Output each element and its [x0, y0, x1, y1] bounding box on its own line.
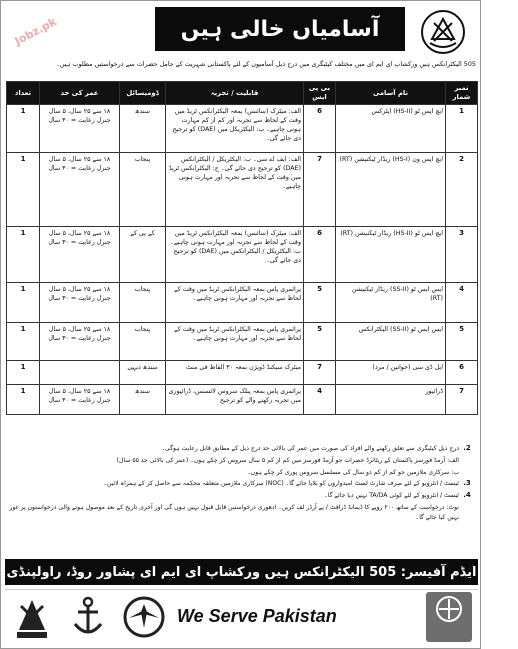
note-number: 4.: [463, 491, 471, 500]
army-crest-icon: [11, 594, 53, 640]
cell-serial: 2: [446, 153, 478, 227]
note-number: 2.: [463, 444, 471, 452]
note-text: ٹیسٹ / انٹرویو کے لئے صرف شارٹ لسٹ امیدواروں کو بلایا جائے گا۔ (NOC) سرکاری ملازمین متعلقہ محکمہ سے حاصل کر کے ہمراہ لائیں۔: [103, 480, 459, 488]
cell-serial: 3: [446, 227, 478, 283]
notes-section: [7, 444, 475, 525]
cell-count: 1: [7, 105, 40, 153]
note-text: درج ذیل کیٹیگری سے تعلق رکھنے والے افراد کی صورت میں عمر کی بالائی حد درج ذیل کے مطابق قابل رعایت ہوگی۔: [161, 445, 459, 452]
cell-qualification: الف: ایف اے سی۔ ب: الیکٹریکل / الیکٹرانکس (DAE) کو ترجیح دی جائے گی۔ ج: الیکٹرانکس ٹریڈ میں وقت کے لحاظ سے تجربہ اور مہارت ہونی چاہیے۔: [166, 153, 304, 227]
cell-domicile: کے پی کے: [120, 227, 166, 283]
cell-domicile: پنجاب: [120, 323, 166, 361]
ispr-emblem-icon: [426, 592, 472, 626]
cell-bps: 4: [304, 385, 336, 415]
cell-post: ایچ ایس ٹو (HS-II) ریڈار ٹیکنیشن (RT): [336, 227, 446, 283]
note-item: [7, 491, 475, 501]
cell-bps: 6: [304, 227, 336, 283]
cell-post: ایس ایس ٹو (SS-II) الیکٹرانکس: [336, 323, 446, 361]
cell-age: ۱۸ سے ۲۵ سال، ۵ سال جنرل رعایت = ۳۰ سال: [40, 283, 120, 323]
navy-anchor-icon: [67, 594, 109, 640]
table-row: [7, 227, 478, 283]
note-text: نوٹ: درخواست کے ساتھ ۲۰۰ روپے کا ڈیمانڈ ڈرافٹ / پے آرڈر لف کریں۔ ادھوری درخواستیں قابل قبول نہیں ہوں گی اور آخری تاریخ کے بعد موصول ہونے والی درخواستوں پر غور نہیں کیا جائے گا۔: [9, 503, 459, 521]
table-row: [7, 105, 478, 153]
col-header-bps: بی پی ایس: [304, 82, 336, 105]
cell-bps: 7: [304, 361, 336, 385]
table-row: [7, 385, 478, 415]
army-emblem-icon: [420, 9, 466, 55]
cell-domicile: پنجاب: [120, 283, 166, 323]
cell-count: 1: [7, 283, 40, 323]
col-header-serial: نمبر شمار: [446, 82, 478, 105]
cell-qualification: الف: میٹرک (سائنس) بمعہ الیکٹرانکس ٹریڈ میں وقت کے لحاظ سے تجربہ اور کم از کم مہارت ہونی چاہیے۔ ب: الیکٹریکل میں (DAE) کو ترجیح دی جائے گی۔: [166, 105, 304, 153]
cell-serial: 5: [446, 323, 478, 361]
cell-post: ایچ ایس ٹو (HS-II) ایٹرکس: [336, 105, 446, 153]
col-header-qualification: قابلیت / تجربہ: [166, 82, 304, 105]
cell-age: ۱۸ سے ۲۵ سال، ۵ سال جنرل رعایت = ۳۰ سال: [40, 105, 120, 153]
cell-count: 1: [7, 323, 40, 361]
cell-count: 1: [7, 227, 40, 283]
cell-bps: 6: [304, 105, 336, 153]
watermark-text: Jobz.pk: [12, 15, 59, 48]
vacancies-table: [6, 81, 478, 415]
footer-logos: [5, 589, 506, 645]
cell-domicile: سندھ: [120, 385, 166, 415]
note-number: [459, 456, 475, 466]
cell-domicile: سندھ دیہی: [120, 361, 166, 385]
cell-qualification: الف: میٹرک (سائنس) بمعہ الیکٹرانکس ٹریڈ میں وقت کے لحاظ سے تجربہ اور مہارت ہونی چاہیے۔ ب: الیکٹریکل / الیکٹرانکس میں (DAE) کو ترجیح دی جائے گی۔: [166, 227, 304, 283]
header: [5, 5, 478, 57]
cell-qualification: پرائمری پاس بمعہ الیکٹرانکس ٹریڈ میں وقت کے لحاظ سے تجربہ اور مہارت ہونی چاہیے۔: [166, 323, 304, 361]
note-item: [7, 503, 475, 523]
intro-text: 505 الیکٹرانکس ہیں ورکشاپ ای ایم ای میں مختلف کیٹیگری میں درج ذیل آسامیوں کے لئے پاکستانی شہریت کے حامل حضرات سے درخواستیں مطلوب ہیں۔: [56, 60, 476, 68]
note-text: ٹیسٹ / انٹرویو کے لئے کوئی TA/DA نہیں دیا جائے گا۔: [324, 492, 459, 500]
cell-post: ڈرائیور: [336, 385, 446, 415]
cell-qualification: پرائمری پاس بمعہ پبلک سروس لائسنس، ڈرائیوری میں تجربہ رکھنے والے کو ترجیح: [166, 385, 304, 415]
table-row: [7, 283, 478, 323]
col-header-post: نام آسامی: [336, 82, 446, 105]
cell-age: ۱۸ سے ۲۵ سال، ۵ سال جنرل رعایت = ۳۰ سال: [40, 323, 120, 361]
cell-count: 1: [7, 153, 40, 227]
cell-post: ایس ایس ٹو (SS-II) ریڈار ٹیکنیشن (RT): [336, 283, 446, 323]
note-item: [7, 468, 475, 478]
cell-age: ۱۸ سے ۲۵ سال، ۵ سال جنرل رعایت = ۳۰ سال: [40, 153, 120, 227]
cell-domicile: سندھ: [120, 105, 166, 153]
air-force-emblem-icon: [123, 594, 165, 640]
table-row: [7, 323, 478, 361]
cell-age: ۱۸ سے ۲۵ سال، ۵ سال جنرل رعایت = ۳۰ سال: [40, 227, 120, 283]
note-item: [7, 479, 475, 489]
col-header-age: عمر کی حد: [40, 82, 120, 105]
cell-bps: 5: [304, 283, 336, 323]
cell-post: ایچ ایس ون (HS-I) ریڈار ٹیکنیشن (RT): [336, 153, 446, 227]
cell-post: ایل ڈی سی (خواتین / مرد): [336, 361, 446, 385]
cell-serial: 1: [446, 105, 478, 153]
note-number: [459, 503, 475, 523]
page-title: آسامیاں خالی ہیں: [155, 7, 405, 51]
cell-bps: 5: [304, 323, 336, 361]
cell-count: 1: [7, 385, 40, 415]
cell-domicile: پنجاب: [120, 153, 166, 227]
cell-qualification: پرائمری پاس بمعہ الیکٹرانکس ٹریڈ میں وقت کے لحاظ سے تجربہ اور مہارت ہونی چاہیے۔: [166, 283, 304, 323]
cell-qualification: میٹرک سیکنڈ ڈویژن بمعہ ۳۰ الفاظ فی منٹ: [166, 361, 304, 385]
cell-age: [40, 361, 120, 385]
cell-serial: 4: [446, 283, 478, 323]
table-row: [7, 153, 478, 227]
cell-count: 1: [7, 361, 40, 385]
cell-serial: 7: [446, 385, 478, 415]
note-number: 3.: [463, 479, 471, 488]
note-number: [459, 468, 475, 478]
col-header-domicile: ڈومیسائل: [120, 82, 166, 105]
cell-serial: 6: [446, 361, 478, 385]
table-header-row: [7, 82, 478, 105]
ispr-label: ISPR: [484, 629, 506, 639]
note-item: [7, 456, 475, 466]
note-text: ب: سرکاری ملازمین جو کم از کم دو سال کی مسلسل سروس پوری کر چکے ہوں۔: [247, 468, 459, 476]
note-item: [7, 444, 475, 454]
note-text: الف: آرمڈ فورسز پاکستان کے ریٹائرڈ حضرات جو آرمڈ فورسز میں کم از کم ۵ سال سروس کر چکے ہوں۔ (عمر کی بالائی حد ۵۵ سال): [116, 456, 459, 464]
col-header-count: تعداد: [7, 82, 40, 105]
cell-bps: 7: [304, 153, 336, 227]
slogan-text: We Serve Pakistan: [177, 606, 337, 626]
address-banner: ایڈم آفیسر: 505 الیکٹرانکس ہیں ورکشاپ ای ایم ای پشاور روڈ، راولپنڈی: [5, 559, 478, 585]
ispr-logo: [426, 592, 506, 642]
table-row: [7, 361, 478, 385]
cell-age: ۱۸ سے ۲۵ سال، ۵ سال جنرل رعایت = ۳۰ سال: [40, 385, 120, 415]
